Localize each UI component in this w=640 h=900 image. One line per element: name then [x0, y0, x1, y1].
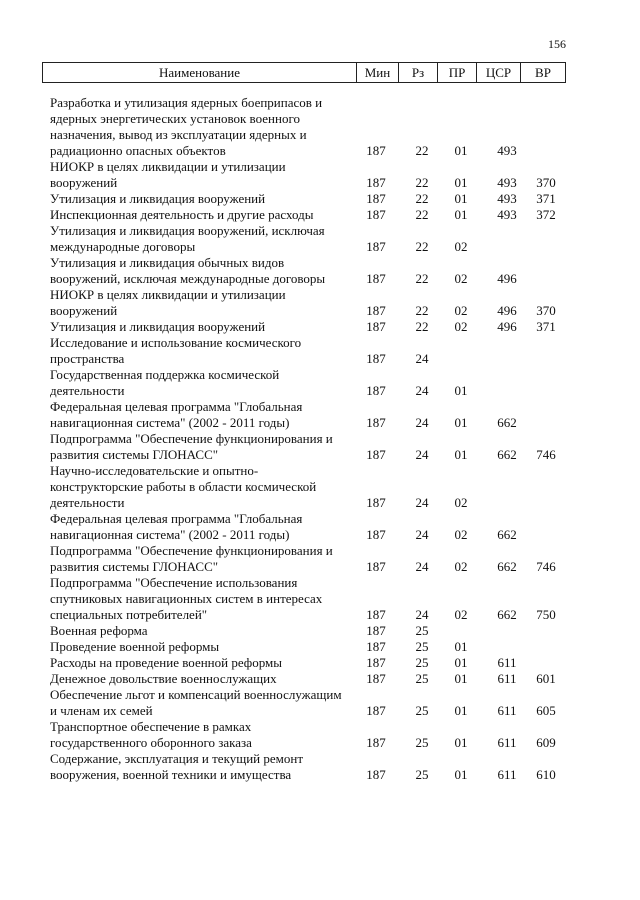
- row-csr: 493: [497, 191, 517, 206]
- table-row: [50, 543, 570, 575]
- row-pr: 01: [454, 415, 468, 430]
- table-row: [50, 287, 570, 319]
- table-row: [50, 687, 570, 719]
- row-name: Исследование и использование космического пространства: [50, 335, 302, 366]
- row-pr: 02: [454, 271, 468, 286]
- row-rz: 24: [415, 559, 429, 574]
- row-rz: 25: [415, 655, 429, 670]
- row-name: НИОКР в целях ликвидации и утилизации вооружений: [50, 159, 286, 190]
- table-row: [50, 399, 570, 431]
- row-rz: 25: [415, 735, 429, 750]
- row-name: Научно-исследовательские и опытно-конструкторские работы в области космической деятельности: [50, 463, 317, 510]
- header-csr: ЦСР: [476, 63, 520, 82]
- row-rz: 22: [415, 303, 429, 318]
- row-csr: 662: [497, 607, 517, 622]
- row-name: Подпрограмма "Обеспечение использования спутниковых навигационных систем в интересах специальных потребителей": [50, 575, 323, 622]
- row-rz: 22: [415, 191, 429, 206]
- row-pr: 01: [454, 207, 468, 222]
- row-csr: 662: [497, 415, 517, 430]
- row-min: 187: [366, 207, 386, 222]
- row-pr: 02: [454, 559, 468, 574]
- row-csr: 611: [497, 703, 517, 718]
- row-name: Инспекционная деятельность и другие расходы: [50, 207, 314, 222]
- row-pr: 02: [454, 527, 468, 542]
- table-row: [50, 431, 570, 463]
- row-name: Содержание, эксплуатация и текущий ремонт вооружения, военной техники и имущества: [50, 751, 304, 782]
- table-row: [50, 319, 570, 335]
- row-min: 187: [366, 319, 386, 334]
- row-pr: 01: [454, 767, 468, 782]
- table-row: [50, 335, 570, 367]
- table-row: [50, 719, 570, 751]
- table-row: [50, 223, 570, 255]
- table-row: [50, 255, 570, 287]
- row-csr: 662: [497, 527, 517, 542]
- row-pr: 01: [454, 655, 468, 670]
- row-pr: 02: [454, 607, 468, 622]
- row-name: Разработка и утилизация ядерных боеприпасов и ядерных энергетических установок военного назначения, вывод из эксплуатации ядерных и радиационно опасных объектов: [50, 95, 323, 158]
- row-min: 187: [366, 143, 386, 158]
- row-rz: 22: [415, 175, 429, 190]
- row-min: 187: [366, 271, 386, 286]
- row-min: 187: [366, 703, 386, 718]
- row-rz: 24: [415, 495, 429, 510]
- row-csr: 611: [497, 655, 517, 670]
- row-rz: 24: [415, 351, 429, 366]
- row-min: 187: [366, 351, 386, 366]
- row-min: 187: [366, 623, 386, 638]
- row-vr: 601: [536, 671, 556, 686]
- table-row: [50, 463, 570, 511]
- row-vr: 609: [536, 735, 556, 750]
- row-name: Расходы на проведение военной реформы: [50, 655, 282, 670]
- row-name: Федеральная целевая программа "Глобальная навигационная система" (2002 - 2011 годы): [50, 511, 303, 542]
- row-name: Денежное довольствие военнослужащих: [50, 671, 277, 686]
- row-pr: 01: [454, 703, 468, 718]
- row-pr: 01: [454, 191, 468, 206]
- row-min: 187: [366, 175, 386, 190]
- row-min: 187: [366, 527, 386, 542]
- row-rz: 25: [415, 703, 429, 718]
- row-name: Федеральная целевая программа "Глобальная навигационная система" (2002 - 2011 годы): [50, 399, 303, 430]
- row-rz: 25: [415, 623, 429, 638]
- row-pr: 01: [454, 735, 468, 750]
- header-vr: ВР: [520, 63, 565, 82]
- row-csr: 493: [497, 143, 517, 158]
- row-pr: 01: [454, 671, 468, 686]
- row-csr: 496: [497, 303, 517, 318]
- row-vr: 371: [536, 319, 556, 334]
- row-name: Обеспечение льгот и компенсаций военнослужащим и членам их семей: [50, 687, 342, 718]
- row-pr: 01: [454, 639, 468, 654]
- table-row: [50, 655, 570, 671]
- row-min: 187: [366, 447, 386, 462]
- table-body: [50, 95, 570, 783]
- row-csr: 662: [497, 559, 517, 574]
- row-vr: 605: [536, 703, 556, 718]
- row-csr: 611: [497, 735, 517, 750]
- table-row: [50, 191, 570, 207]
- row-csr: 493: [497, 175, 517, 190]
- row-name: НИОКР в целях ликвидации и утилизации вооружений: [50, 287, 286, 318]
- row-rz: 22: [415, 239, 429, 254]
- row-csr: 611: [497, 767, 517, 782]
- row-rz: 22: [415, 319, 429, 334]
- row-min: 187: [366, 607, 386, 622]
- row-rz: 24: [415, 447, 429, 462]
- row-min: 187: [366, 639, 386, 654]
- row-name: Утилизация и ликвидация вооружений: [50, 191, 266, 206]
- row-csr: 493: [497, 207, 517, 222]
- row-pr: 01: [454, 447, 468, 462]
- row-min: 187: [366, 495, 386, 510]
- row-pr: 01: [454, 175, 468, 190]
- row-pr: 01: [454, 143, 468, 158]
- table-header: [42, 62, 566, 83]
- row-csr: 496: [497, 319, 517, 334]
- table-row: [50, 751, 570, 783]
- row-rz: 24: [415, 383, 429, 398]
- table-row: [50, 639, 570, 655]
- row-min: 187: [366, 191, 386, 206]
- page-number: 156: [548, 37, 566, 51]
- row-min: 187: [366, 415, 386, 430]
- row-rz: 25: [415, 671, 429, 686]
- row-pr: 02: [454, 495, 468, 510]
- row-min: 187: [366, 671, 386, 686]
- row-rz: 22: [415, 271, 429, 286]
- table-row: [50, 671, 570, 687]
- row-min: 187: [366, 655, 386, 670]
- row-name: Подпрограмма "Обеспечение функционирования и развития системы ГЛОНАСС": [50, 431, 333, 462]
- row-pr: 02: [454, 319, 468, 334]
- table-row: [50, 159, 570, 191]
- table-row: [50, 95, 570, 159]
- header-pr: ПР: [437, 63, 476, 82]
- row-vr: 370: [536, 303, 556, 318]
- row-min: 187: [366, 559, 386, 574]
- row-pr: 02: [454, 303, 468, 318]
- row-name: Утилизация и ликвидация вооружений: [50, 319, 266, 334]
- row-csr: 611: [497, 671, 517, 686]
- row-name: Проведение военной реформы: [50, 639, 220, 654]
- row-rz: 24: [415, 607, 429, 622]
- header-rz: Рз: [398, 63, 437, 82]
- row-vr: 371: [536, 191, 556, 206]
- row-vr: 370: [536, 175, 556, 190]
- table-row: [50, 575, 570, 623]
- table-row: [50, 511, 570, 543]
- row-name: Государственная поддержка космической деятельности: [50, 367, 280, 398]
- row-csr: 662: [497, 447, 517, 462]
- row-min: 187: [366, 383, 386, 398]
- row-name: Утилизация и ликвидация обычных видов вооружений, исключая международные договоры: [50, 255, 326, 286]
- row-vr: 610: [536, 767, 556, 782]
- row-rz: 24: [415, 527, 429, 542]
- table-row: [50, 207, 570, 223]
- row-rz: 25: [415, 767, 429, 782]
- row-pr: 02: [454, 239, 468, 254]
- row-pr: 01: [454, 383, 468, 398]
- row-vr: 746: [536, 559, 556, 574]
- row-rz: 24: [415, 415, 429, 430]
- row-name: Утилизация и ликвидация вооружений, исключая международные договоры: [50, 223, 325, 254]
- row-rz: 25: [415, 639, 429, 654]
- row-rz: 22: [415, 207, 429, 222]
- header-name: Наименование: [159, 64, 240, 80]
- table-row: [50, 623, 570, 639]
- row-vr: 372: [536, 207, 556, 222]
- row-name: Подпрограмма "Обеспечение функционирования и развития системы ГЛОНАСС": [50, 543, 333, 574]
- row-csr: 496: [497, 271, 517, 286]
- table-row: [50, 367, 570, 399]
- row-rz: 22: [415, 143, 429, 158]
- row-name: Транспортное обеспечение в рамках государственного оборонного заказа: [50, 719, 252, 750]
- row-vr: 750: [536, 607, 556, 622]
- header-min: Мин: [356, 63, 398, 82]
- row-min: 187: [366, 239, 386, 254]
- row-vr: 746: [536, 447, 556, 462]
- row-name: Военная реформа: [50, 623, 148, 638]
- row-min: 187: [366, 303, 386, 318]
- row-min: 187: [366, 735, 386, 750]
- row-min: 187: [366, 767, 386, 782]
